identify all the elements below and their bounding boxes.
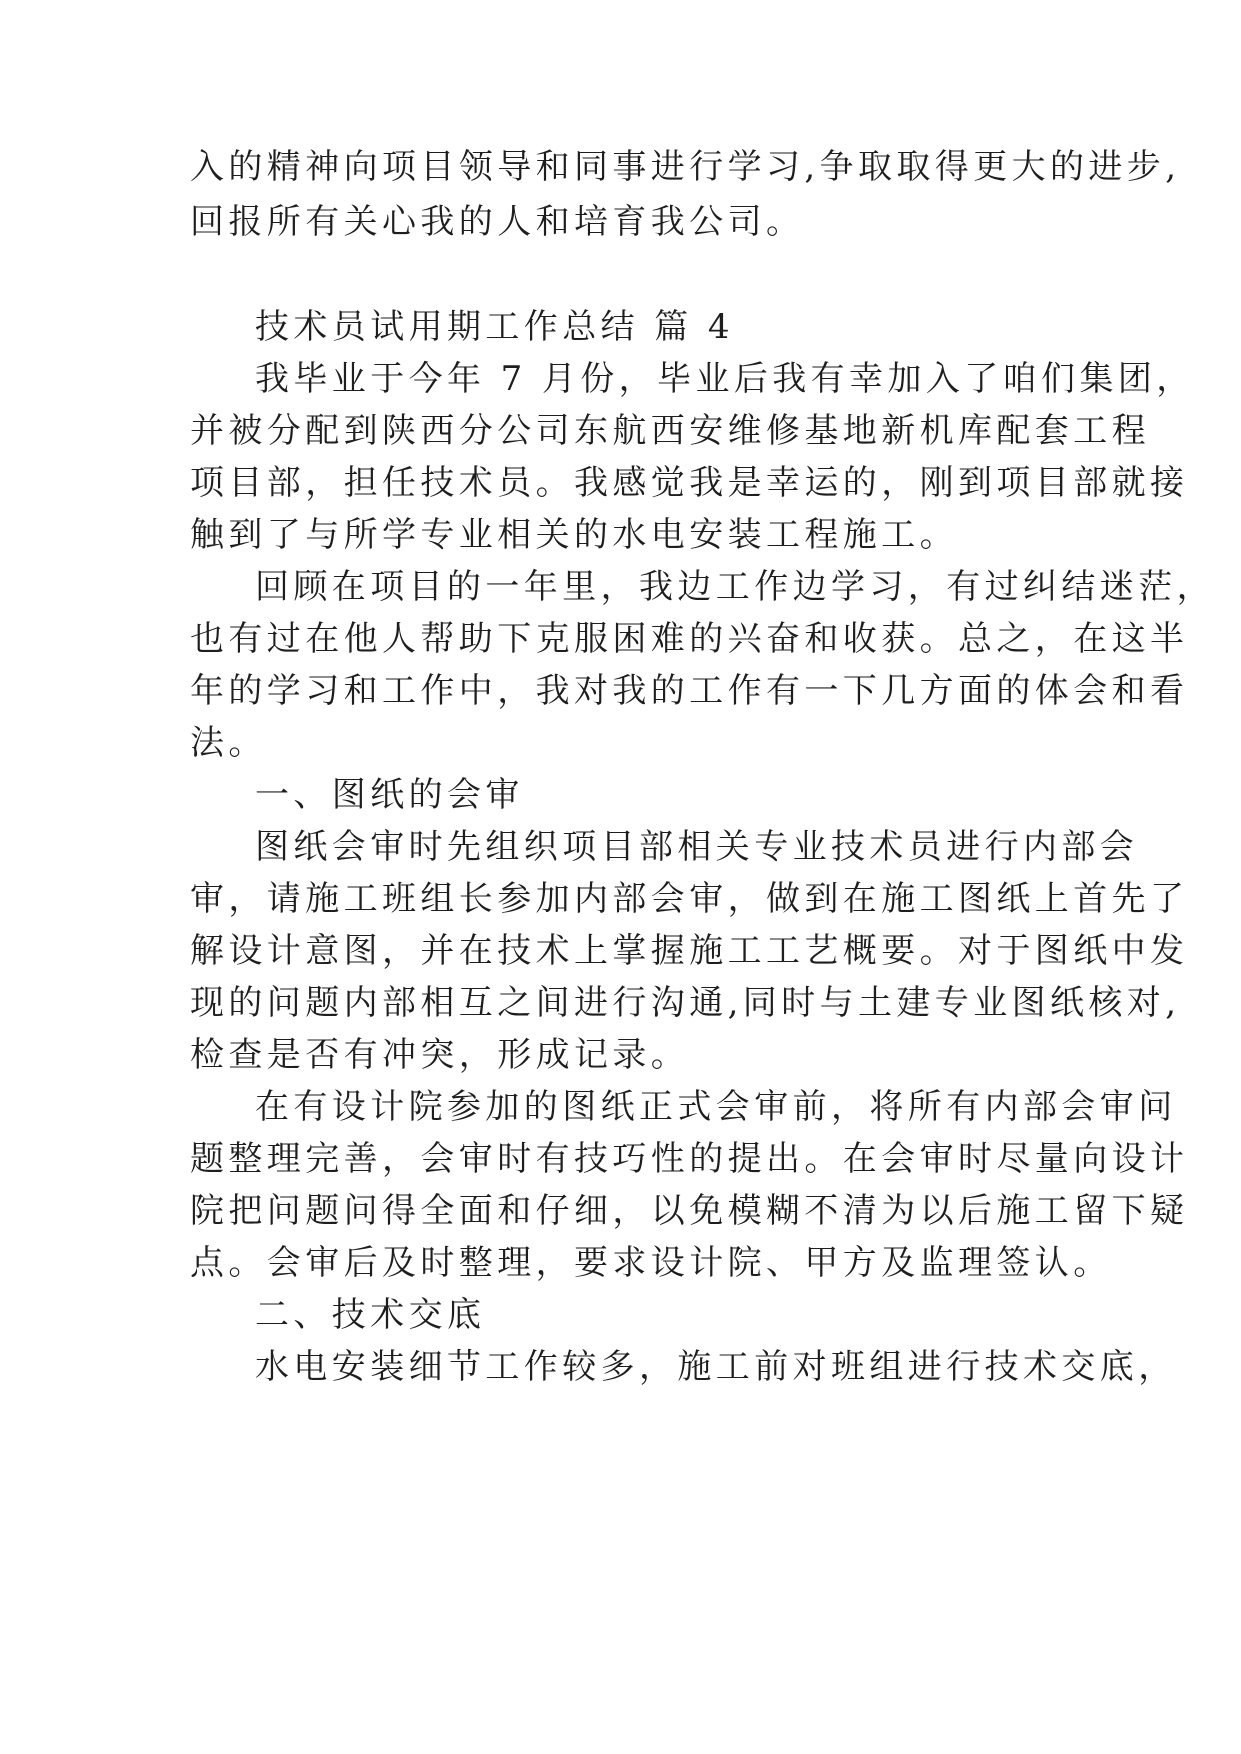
text-line: 题整理完善，会审时有技巧性的提出。在会审时尽量向设计 <box>190 1139 1189 1179</box>
section-heading: 技术员试用期工作总结 篇 4 <box>255 307 734 347</box>
text-line: 并被分配到陕西分公司东航西安维修基地新机库配套工程 <box>190 411 1150 451</box>
text-line: 年的学习和工作中，我对我的工作有一下几方面的体会和看 <box>190 671 1189 711</box>
text-line: 入的精神向项目领导和同事进行学习,争取取得更大的进步, <box>190 147 1181 187</box>
text-line: 现的问题内部相互之间进行沟通,同时与土建专业图纸核对, <box>190 983 1181 1023</box>
subheading: 二、技术交底 <box>255 1295 486 1335</box>
text-line: 解设计意图，并在技术上掌握施工工艺概要。对于图纸中发 <box>190 931 1189 971</box>
text-line: 项目部，担任技术员。我感觉我是幸运的，刚到项目部就接 <box>190 463 1189 503</box>
text-line: 审，请施工班组长参加内部会审，做到在施工图纸上首先了 <box>190 879 1189 919</box>
text-line: 法。 <box>190 723 267 763</box>
text-line: 点。会审后及时整理，要求设计院、甲方及监理签认。 <box>190 1243 1112 1283</box>
text-line: 在有设计院参加的图纸正式会审前，将所有内部会审问 <box>255 1087 1177 1127</box>
text-line: 院把问题问得全面和仔细，以免模糊不清为以后施工留下疑 <box>190 1191 1189 1231</box>
text-line: 回顾在项目的一年里，我边工作边学习，有过纠结迷茫， <box>255 567 1215 607</box>
text-line: 我毕业于今年 7 月份，毕业后我有幸加入了咱们集团， <box>255 359 1195 399</box>
text-line: 图纸会审时先组织项目部相关专业技术员进行内部会 <box>255 827 1139 867</box>
text-line: 触到了与所学专业相关的水电安装工程施工。 <box>190 515 958 555</box>
text-line: 回报所有关心我的人和培育我公司。 <box>190 202 805 242</box>
text-line: 也有过在他人帮助下克服困难的兴奋和收获。总之，在这半 <box>190 619 1189 659</box>
subheading: 一、图纸的会审 <box>255 775 524 815</box>
text-line: 检查是否有冲突，形成记录。 <box>190 1035 690 1075</box>
text-line: 水电安装细节工作较多，施工前对班组进行技术交底， <box>255 1347 1177 1387</box>
